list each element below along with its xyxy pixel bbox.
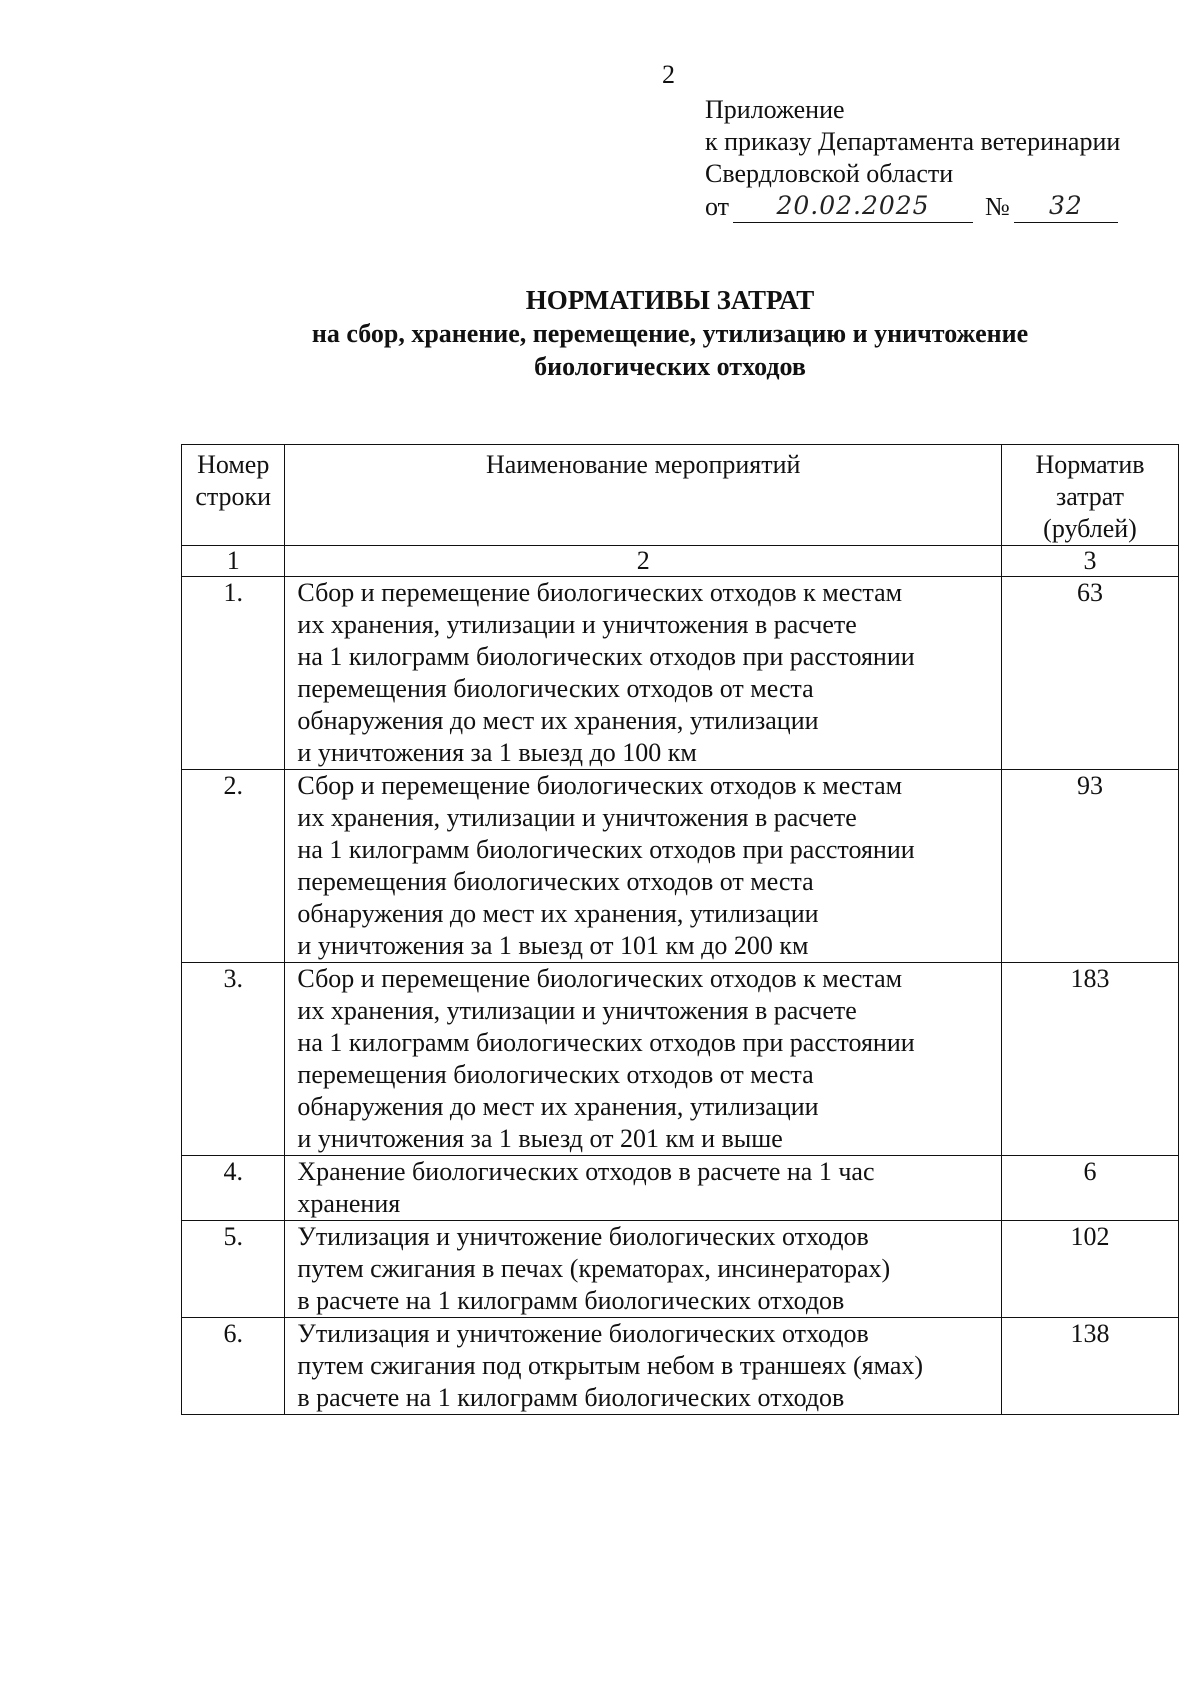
document-subtitle-line-1: на сбор, хранение, перемещение, утилизацию и уничтожение <box>311 319 1029 348</box>
row-description: Сбор и перемещение биологических отходов к местам их хранения, утилизации и уничтожения в расчете на 1 килограмм биологических отходов при расстоянии перемещения биологических отходов от места обнаружения до мест их хранения, утилизации и уничтожения за 1 выезд до 100 км <box>285 577 1002 770</box>
row-cost: 138 <box>1001 1318 1178 1415</box>
column-index: 1 <box>182 546 285 577</box>
document-subtitle-line-2: биологических отходов <box>534 352 806 381</box>
row-description: Сбор и перемещение биологических отходов к местам их хранения, утилизации и уничтожения в расчете на 1 килограмм биологических отходов при расстоянии перемещения биологических отходов от места обнаружения до мест их хранения, утилизации и уничтожения за 1 выезд от 101 км до 200 км <box>285 770 1002 963</box>
row-cost: 183 <box>1001 963 1178 1156</box>
row-number: 4. <box>182 1156 285 1221</box>
handwritten-date: 20.02.2025 <box>776 191 930 220</box>
document-title: НОРМАТИВЫ ЗАТРАТ <box>525 285 815 315</box>
order-date-field <box>733 190 973 223</box>
appendix-block <box>705 94 1120 223</box>
date-prefix: от <box>705 192 730 221</box>
appendix-date-line <box>705 190 1120 223</box>
column-index: 3 <box>1001 546 1178 577</box>
table-row <box>182 1156 1179 1221</box>
table-row <box>182 577 1179 770</box>
row-number: 1. <box>182 577 285 770</box>
row-description: Утилизация и уничтожение биологических отходов путем сжигания под открытым небом в траншеях (ямах) в расчете на 1 килограмм биологических отходов <box>285 1318 1002 1415</box>
row-cost: 102 <box>1001 1221 1178 1318</box>
document-heading <box>180 284 1160 383</box>
table-header-row <box>182 445 1179 546</box>
handwritten-number: 32 <box>1048 191 1083 220</box>
row-description: Утилизация и уничтожение биологических отходов путем сжигания в печах (крематорах, инсинераторах) в расчете на 1 килограмм биологических отходов <box>285 1221 1002 1318</box>
header-cost-norm: Норматив затрат (рублей) <box>1001 445 1178 546</box>
table-row <box>182 770 1179 963</box>
row-cost: 93 <box>1001 770 1178 963</box>
cost-norms-table <box>181 444 1179 1415</box>
column-index: 2 <box>285 546 1002 577</box>
row-number: 6. <box>182 1318 285 1415</box>
row-description: Хранение биологических отходов в расчете на 1 час хранения <box>285 1156 1002 1221</box>
row-cost: 6 <box>1001 1156 1178 1221</box>
row-number: 2. <box>182 770 285 963</box>
row-number: 3. <box>182 963 285 1156</box>
table-row <box>182 963 1179 1156</box>
appendix-title: Приложение <box>705 95 845 124</box>
number-label: № <box>985 192 1010 221</box>
appendix-region: Свердловской области <box>705 159 954 188</box>
row-description: Сбор и перемещение биологических отходов к местам их хранения, утилизации и уничтожения в расчете на 1 килограмм биологических отходов при расстоянии перемещения биологических отходов от места обнаружения до мест их хранения, утилизации и уничтожения за 1 выезд от 201 км и выше <box>285 963 1002 1156</box>
order-number-field <box>1014 190 1118 223</box>
row-cost: 63 <box>1001 577 1178 770</box>
table-row <box>182 1318 1179 1415</box>
header-row-number: Номер строки <box>182 445 285 546</box>
table-row <box>182 1221 1179 1318</box>
row-number: 5. <box>182 1221 285 1318</box>
column-index-row <box>182 546 1179 577</box>
header-activity-name: Наименование мероприятий <box>285 445 1002 546</box>
page-number: 2 <box>662 60 675 89</box>
appendix-order-ref: к приказу Департамента ветеринарии <box>705 127 1121 156</box>
